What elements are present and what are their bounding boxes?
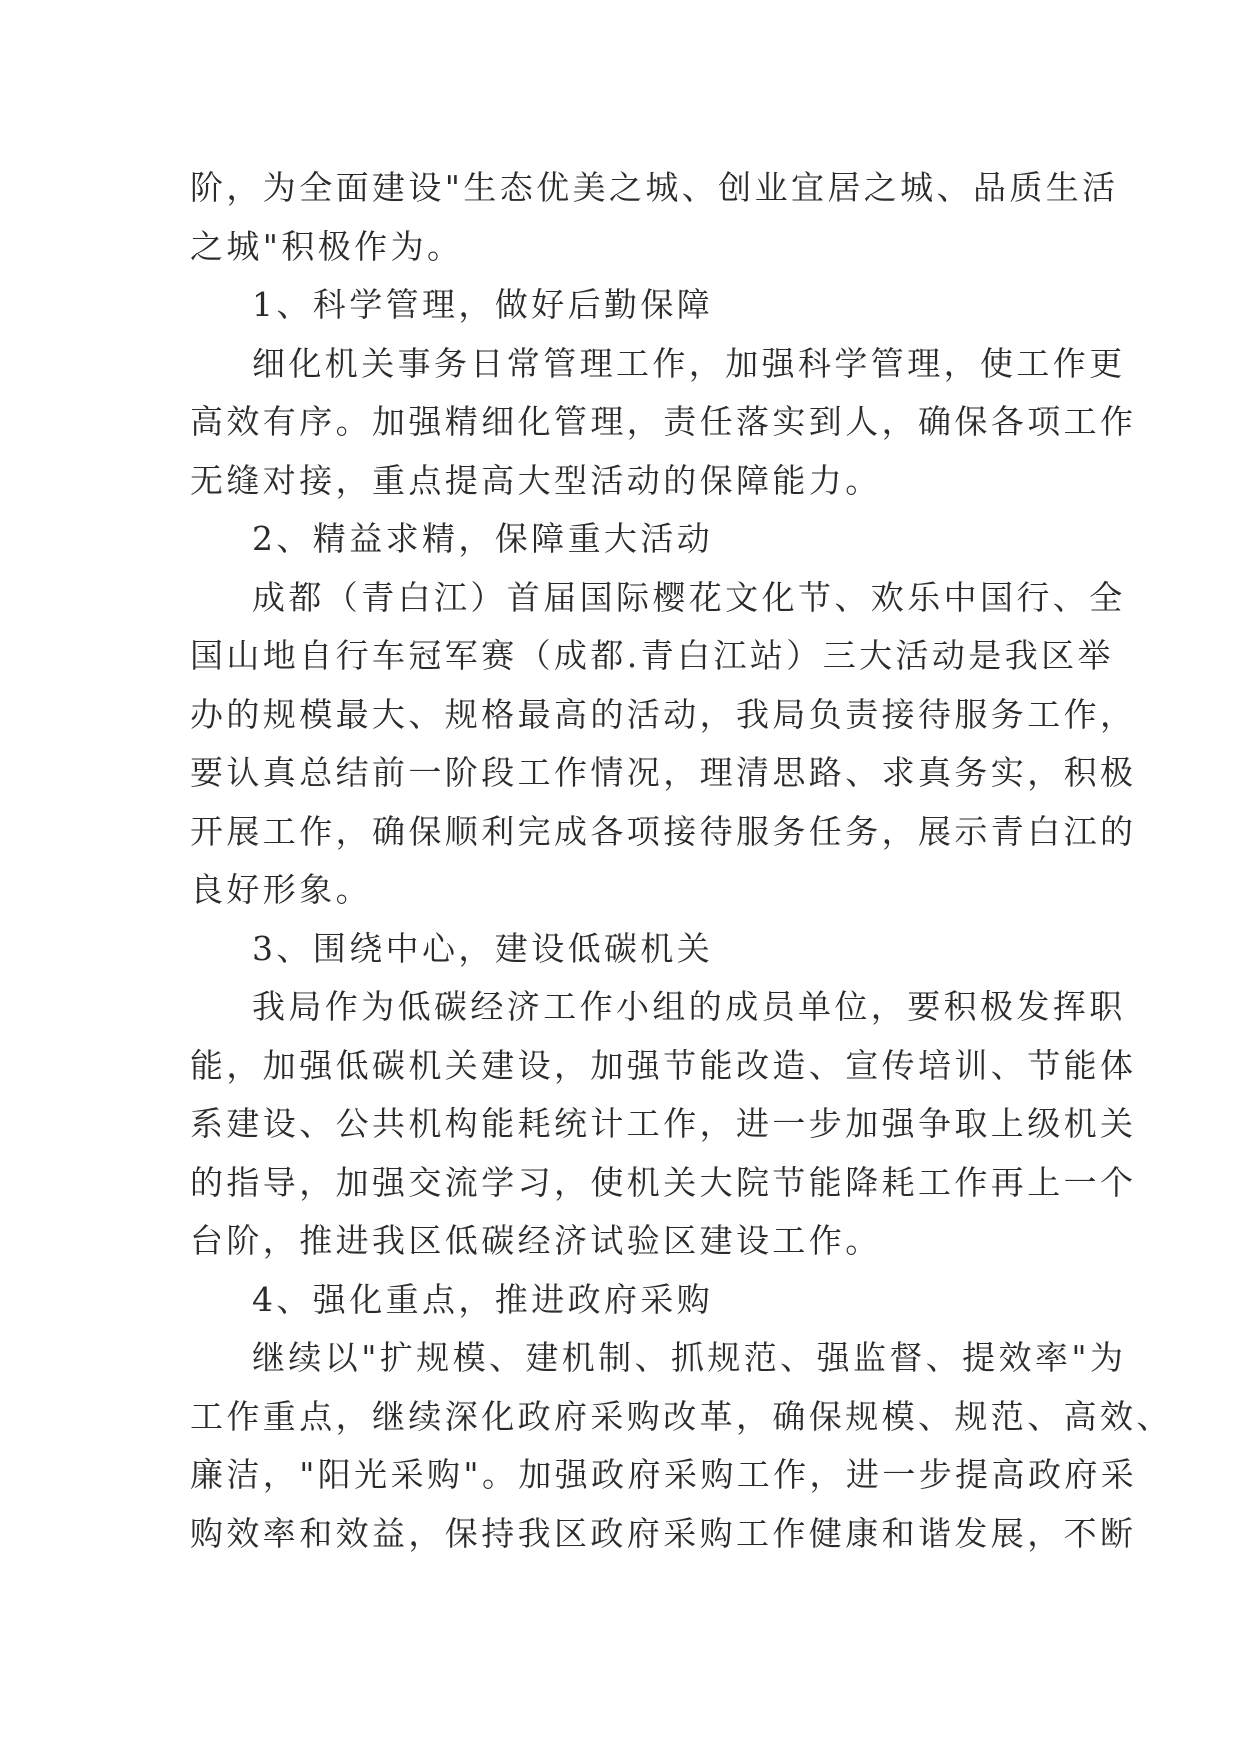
text-line: 开展工作，确保顺利完成各项接待服务任务，展示青白江的 — [190, 811, 1137, 851]
text-line: 无缝对接，重点提高大型活动的保障能力。 — [190, 460, 882, 500]
text-line: 良好形象。 — [190, 870, 372, 909]
text-line: 的指导，加强交流学习，使机关大院节能降耗工作再上一个 — [190, 1162, 1137, 1202]
section-heading: 1、科学管理，做好后勤保障 — [252, 285, 714, 324]
text-line: 细化机关事务日常管理工作，加强科学管理，使工作更 — [252, 343, 1126, 383]
text-line: 阶，为全面建设"生态优美之城、创业宜居之城、品质生活 — [190, 168, 1119, 207]
text-line: 国山地自行车冠军赛（成都.青白江站）三大活动是我区举 — [190, 636, 1114, 675]
text-line: 继续以"扩规模、建机制、抓规范、强监督、提效率"为 — [252, 1338, 1127, 1377]
text-line: 能，加强低碳机关建设，加强节能改造、宣传培训、节能体 — [190, 1045, 1137, 1085]
text-line: 之城"积极作为。 — [190, 226, 464, 266]
text-line: 系建设、公共机构能耗统计工作，进一步加强争取上级机关 — [190, 1104, 1137, 1143]
text-line: 我局作为低碳经济工作小组的成员单位，要积极发挥职 — [252, 987, 1126, 1026]
section-heading: 4、强化重点，推进政府采购 — [252, 1279, 714, 1319]
text-line: 要认真总结前一阶段工作情况，理清思路、求真务实，积极 — [190, 753, 1137, 792]
text-line: 廉洁，"阳光采购"。加强政府采购工作，进一步提高政府采 — [190, 1455, 1138, 1494]
text-line: 成都（青白江）首届国际樱花文化节、欢乐中国行、全 — [252, 577, 1126, 617]
text-line: 高效有序。加强精细化管理，责任落实到人，确保各项工作 — [190, 402, 1137, 441]
text-line: 办的规模最大、规格最高的活动，我局负责接待服务工作， — [190, 694, 1137, 734]
section-heading: 2、精益求精，保障重大活动 — [252, 519, 714, 558]
document-body — [190, 159, 1173, 1563]
text-line: 台阶，推进我区低碳经济试验区建设工作。 — [190, 1221, 882, 1260]
text-line: 购效率和效益，保持我区政府采购工作健康和谐发展，不断 — [190, 1513, 1137, 1553]
section-heading: 3、围绕中心，建设低碳机关 — [252, 928, 714, 968]
text-line: 工作重点，继续深化政府采购改革，确保规模、规范、高效、 — [190, 1396, 1173, 1436]
